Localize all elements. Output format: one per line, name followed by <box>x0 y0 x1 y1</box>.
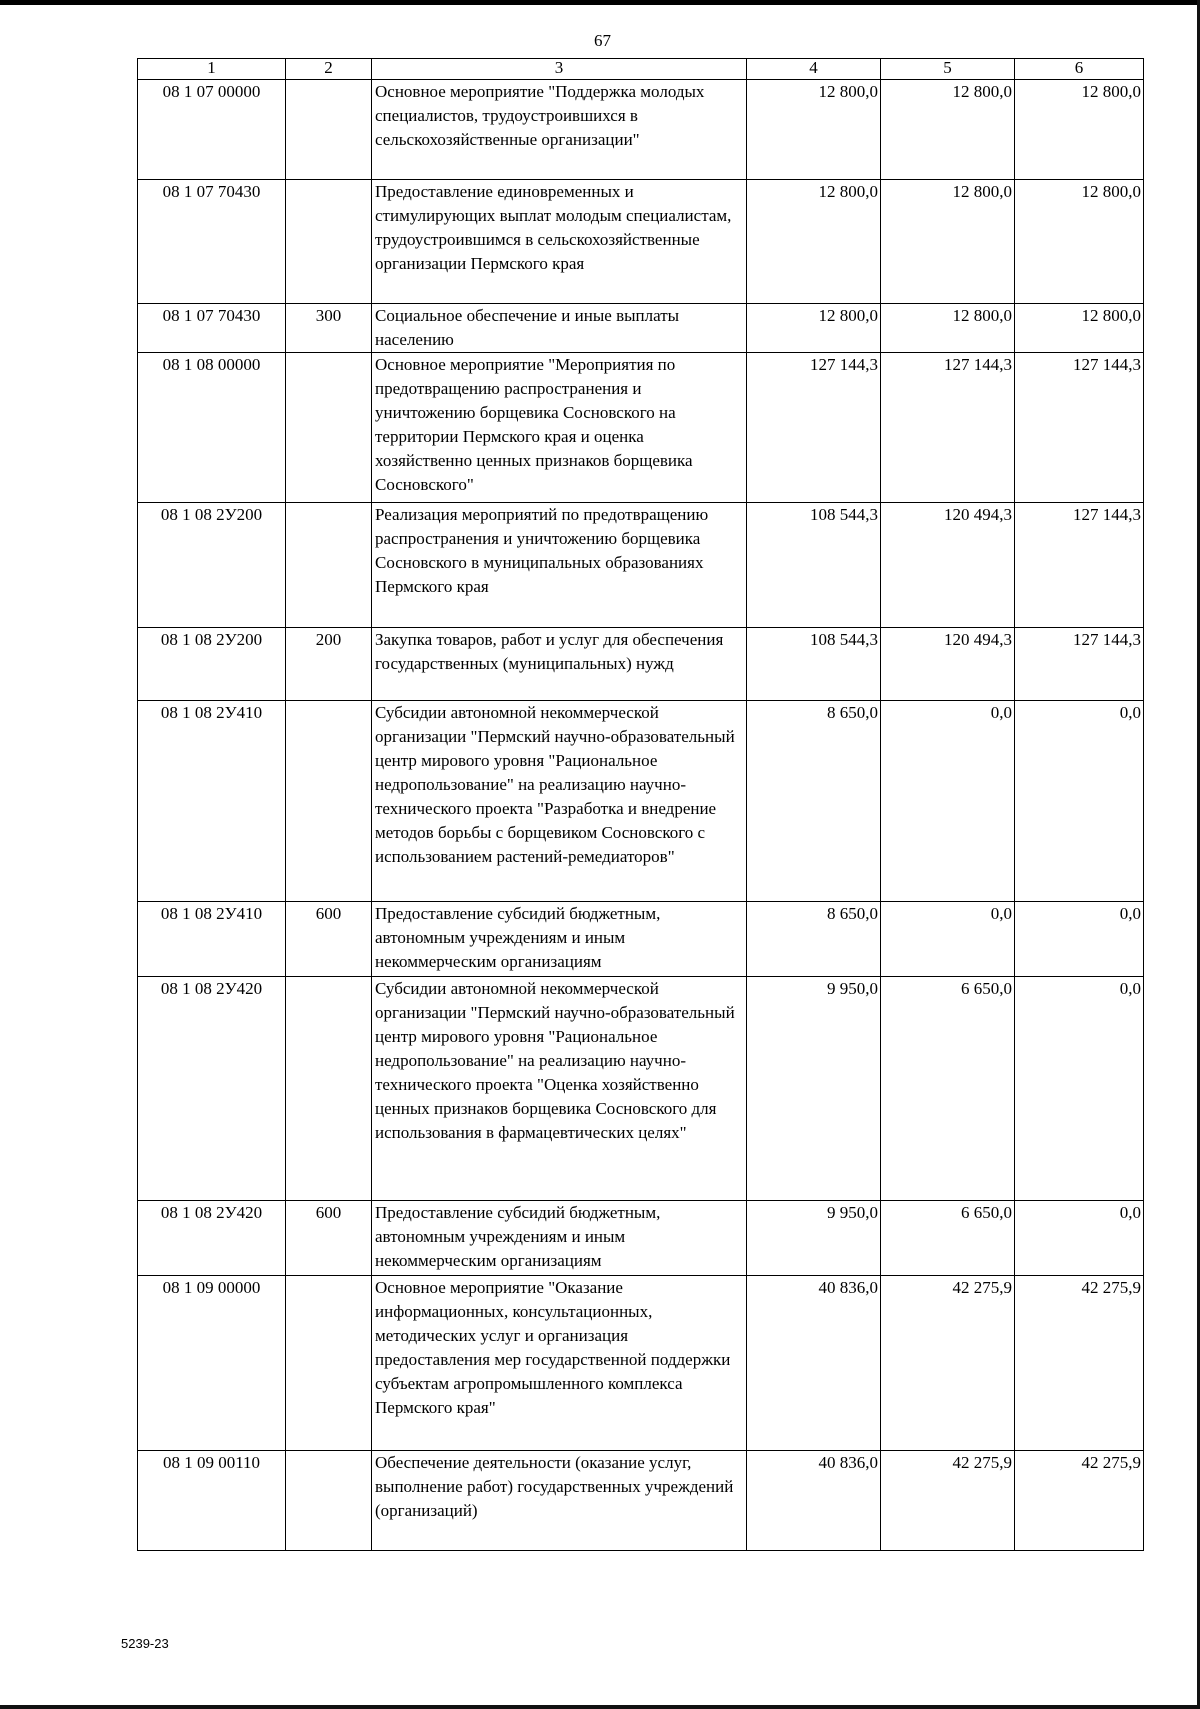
table-row <box>138 977 1144 1201</box>
row-value-year-3: 42 275,9 <box>1015 1451 1144 1551</box>
row-code: 08 1 07 00000 <box>138 80 286 180</box>
header-col-6: 6 <box>1015 59 1144 80</box>
table-row <box>138 701 1144 902</box>
row-name: Предоставление субсидий бюджетным, автономным учреждениям и иным некоммерческим организациям <box>372 902 747 977</box>
row-value-year-3: 127 144,3 <box>1015 503 1144 628</box>
row-name: Реализация мероприятий по предотвращению распространения и уничтожению борщевика Сосновского в муниципальных образованиях Пермского края <box>372 503 747 628</box>
row-expense-type <box>286 353 372 503</box>
row-expense-type <box>286 977 372 1201</box>
row-expense-type <box>286 701 372 902</box>
row-expense-type: 600 <box>286 1201 372 1276</box>
row-name: Закупка товаров, работ и услуг для обеспечения государственных (муниципальных) нужд <box>372 628 747 701</box>
header-col-5: 5 <box>881 59 1015 80</box>
row-code: 08 1 08 00000 <box>138 353 286 503</box>
row-code: 08 1 07 70430 <box>138 304 286 353</box>
table-row <box>138 1451 1144 1551</box>
row-value-year-3: 0,0 <box>1015 1201 1144 1276</box>
table-row <box>138 80 1144 180</box>
row-expense-type: 200 <box>286 628 372 701</box>
row-name: Основное мероприятие "Мероприятия по предотвращению распространения и уничтожению борщевика Сосновского на территории Пермского края и оценка хозяйственно ценных признаков борщевика Сосновского" <box>372 353 747 503</box>
page-number: 67 <box>594 31 611 50</box>
row-value-year-1: 108 544,3 <box>747 628 881 701</box>
row-value-year-2: 12 800,0 <box>881 180 1015 304</box>
row-value-year-3: 12 800,0 <box>1015 80 1144 180</box>
row-value-year-3: 12 800,0 <box>1015 180 1144 304</box>
row-value-year-1: 9 950,0 <box>747 1201 881 1276</box>
row-value-year-2: 0,0 <box>881 701 1015 902</box>
row-value-year-1: 12 800,0 <box>747 80 881 180</box>
row-value-year-2: 127 144,3 <box>881 353 1015 503</box>
row-value-year-2: 6 650,0 <box>881 977 1015 1201</box>
row-value-year-1: 108 544,3 <box>747 503 881 628</box>
row-value-year-1: 127 144,3 <box>747 353 881 503</box>
row-code: 08 1 07 70430 <box>138 180 286 304</box>
row-value-year-2: 12 800,0 <box>881 304 1015 353</box>
row-code: 08 1 08 2У200 <box>138 628 286 701</box>
row-value-year-3: 127 144,3 <box>1015 628 1144 701</box>
table-row <box>138 353 1144 503</box>
row-value-year-2: 120 494,3 <box>881 628 1015 701</box>
row-value-year-2: 120 494,3 <box>881 503 1015 628</box>
scan-bottom-border <box>0 1705 1200 1709</box>
row-value-year-1: 9 950,0 <box>747 977 881 1201</box>
row-name: Основное мероприятие "Поддержка молодых специалистов, трудоустроившихся в сельскохозяйственные организации" <box>372 80 747 180</box>
row-code: 08 1 08 2У420 <box>138 1201 286 1276</box>
row-code: 08 1 08 2У410 <box>138 701 286 902</box>
row-value-year-2: 6 650,0 <box>881 1201 1015 1276</box>
row-value-year-3: 0,0 <box>1015 701 1144 902</box>
row-value-year-3: 127 144,3 <box>1015 353 1144 503</box>
row-name: Предоставление субсидий бюджетным, автономным учреждениям и иным некоммерческим организациям <box>372 1201 747 1276</box>
table-row <box>138 503 1144 628</box>
row-expense-type <box>286 80 372 180</box>
row-expense-type <box>286 503 372 628</box>
row-value-year-3: 42 275,9 <box>1015 1276 1144 1451</box>
row-code: 08 1 09 00110 <box>138 1451 286 1551</box>
row-expense-type <box>286 1451 372 1551</box>
header-col-4: 4 <box>747 59 881 80</box>
row-code: 08 1 08 2У200 <box>138 503 286 628</box>
row-code: 08 1 09 00000 <box>138 1276 286 1451</box>
table-row <box>138 1276 1144 1451</box>
table-row <box>138 902 1144 977</box>
row-value-year-1: 40 836,0 <box>747 1276 881 1451</box>
row-expense-type: 600 <box>286 902 372 977</box>
row-value-year-1: 12 800,0 <box>747 304 881 353</box>
document-footer-code: 5239-23 <box>121 1636 169 1651</box>
row-code: 08 1 08 2У420 <box>138 977 286 1201</box>
row-name: Субсидии автономной некоммерческой организации "Пермский научно-образовательный центр мирового уровня "Рациональное недропользование" на реализацию научно-технического проекта "Оценка хозяйственно ценных признаков борщевика Сосновского для использования в фармацевтических целях" <box>372 977 747 1201</box>
row-value-year-2: 42 275,9 <box>881 1451 1015 1551</box>
row-value-year-2: 12 800,0 <box>881 80 1015 180</box>
row-value-year-1: 8 650,0 <box>747 701 881 902</box>
row-name: Предоставление единовременных и стимулирующих выплат молодым специалистам, трудоустроившимся в сельскохозяйственные организации Пермского края <box>372 180 747 304</box>
budget-table <box>137 58 1144 1551</box>
row-value-year-3: 0,0 <box>1015 977 1144 1201</box>
table-row <box>138 180 1144 304</box>
row-value-year-3: 12 800,0 <box>1015 304 1144 353</box>
row-value-year-3: 0,0 <box>1015 902 1144 977</box>
row-name: Обеспечение деятельности (оказание услуг, выполнение работ) государственных учреждений (организаций) <box>372 1451 747 1551</box>
row-value-year-1: 12 800,0 <box>747 180 881 304</box>
header-row <box>138 59 1144 80</box>
row-code: 08 1 08 2У410 <box>138 902 286 977</box>
scan-top-border <box>0 0 1200 5</box>
row-expense-type <box>286 180 372 304</box>
row-expense-type <box>286 1276 372 1451</box>
header-col-1: 1 <box>138 59 286 80</box>
table-row <box>138 1201 1144 1276</box>
header-col-2: 2 <box>286 59 372 80</box>
table-row <box>138 304 1144 353</box>
row-name: Основное мероприятие "Оказание информационных, консультационных, методических услуг и организация предоставления мер государственной поддержки субъектам агропромышленного комплекса Пермского края" <box>372 1276 747 1451</box>
row-value-year-1: 40 836,0 <box>747 1451 881 1551</box>
row-expense-type: 300 <box>286 304 372 353</box>
table-row <box>138 628 1144 701</box>
header-col-3: 3 <box>372 59 747 80</box>
row-value-year-1: 8 650,0 <box>747 902 881 977</box>
row-value-year-2: 0,0 <box>881 902 1015 977</box>
row-value-year-2: 42 275,9 <box>881 1276 1015 1451</box>
row-name: Субсидии автономной некоммерческой организации "Пермский научно-образовательный центр мирового уровня "Рациональное недропользование" на реализацию научно-технического проекта "Разработка и внедрение методов борьбы с борщевиком Сосновского с использованием растений-ремедиаторов" <box>372 701 747 902</box>
row-name: Социальное обеспечение и иные выплаты населению <box>372 304 747 353</box>
